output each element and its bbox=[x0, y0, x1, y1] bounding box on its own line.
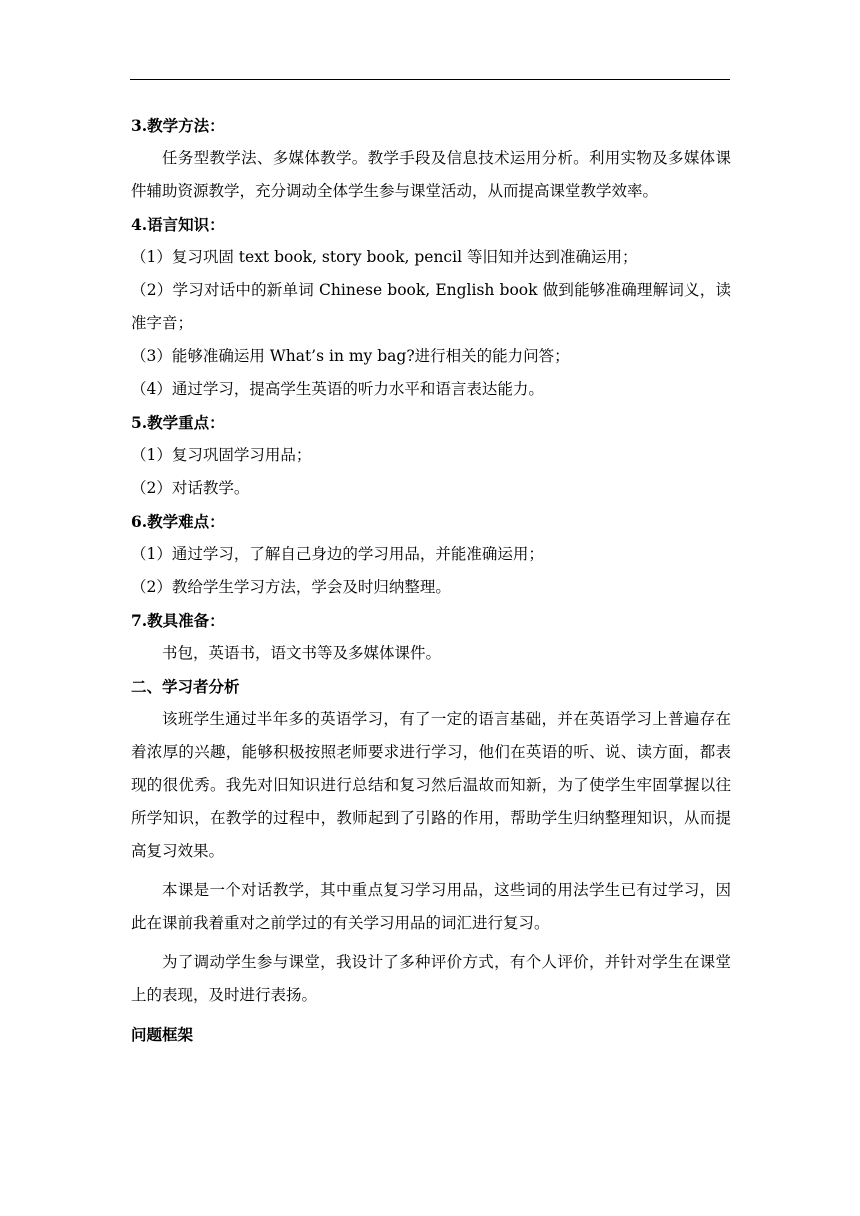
key-point-item-2: （2）对话教学。 bbox=[131, 479, 250, 497]
language-item-3: （3）能够准确运用 What’s in my bag?进行相关的能力问答； bbox=[131, 347, 570, 365]
learner-paragraph-3: 为了调动学生参与课堂，我设计了多种评价方式，有个人评价，并针对学生在课堂上的表现，及时进行表扬。 bbox=[131, 953, 731, 1004]
language-item-1: （1）复习巩固 text book, story book, pencil 等旧知并达到准确运用； bbox=[131, 248, 638, 266]
learner-paragraph-2: 本课是一个对话教学，其中重点复习学习用品，这些词的用法学生已有过学习，因此在课前我着重对之前学过的有关学习用品的词汇进行复习。 bbox=[131, 881, 731, 932]
difficulty-item-2: （2）教给学生学习方法，学会及时归纳整理。 bbox=[131, 578, 451, 596]
section-heading-language: 4.语言知识： bbox=[131, 215, 225, 234]
difficulty-item-1: （1）通过学习，了解自己身边的学习用品，并能准确运用； bbox=[131, 545, 544, 563]
language-item-4: （4）通过学习，提高学生英语的听力水平和语言表达能力。 bbox=[131, 380, 544, 398]
document-body bbox=[131, 109, 731, 1051]
section-heading-difficulties: 6.教学难点： bbox=[131, 512, 225, 531]
section-heading-methods: 3.教学方法： bbox=[131, 116, 225, 135]
section-heading-aids: 7.教具准备： bbox=[131, 611, 225, 630]
section-heading-key-points: 5.教学重点： bbox=[131, 413, 225, 432]
methods-paragraph: 任务型教学法、多媒体教学。教学手段及信息技术运用分析。利用实物及多媒体课件辅助资源教学，充分调动全体学生参与课堂活动，从而提高课堂教学效率。 bbox=[131, 149, 731, 200]
section-heading-framework: 问题框架 bbox=[131, 1025, 194, 1044]
aids-paragraph: 书包，英语书，语文书等及多媒体课件。 bbox=[162, 644, 442, 662]
header-rule bbox=[130, 79, 730, 80]
key-point-item-1: （1）复习巩固学习用品； bbox=[131, 446, 312, 464]
language-item-2: （2）学习对话中的新单词 Chinese book, English book 做到能够准确理解词义，读准字音； bbox=[131, 281, 731, 332]
section-heading-learner: 二、学习者分析 bbox=[131, 677, 240, 696]
learner-paragraph-1: 该班学生通过半年多的英语学习，有了一定的语言基础，并在英语学习上普遍存在着浓厚的兴趣，能够积极按照老师要求进行学习，他们在英语的听、说、读方面，都表现的很优秀。我先对旧知识进行总结和复习然后温故而知新，为了使学生牢固掌握以往所学知识，在教学的过程中，教师起到了引路的作用，帮助学生归纳整理知识，从而提高复习效果。 bbox=[131, 710, 731, 860]
